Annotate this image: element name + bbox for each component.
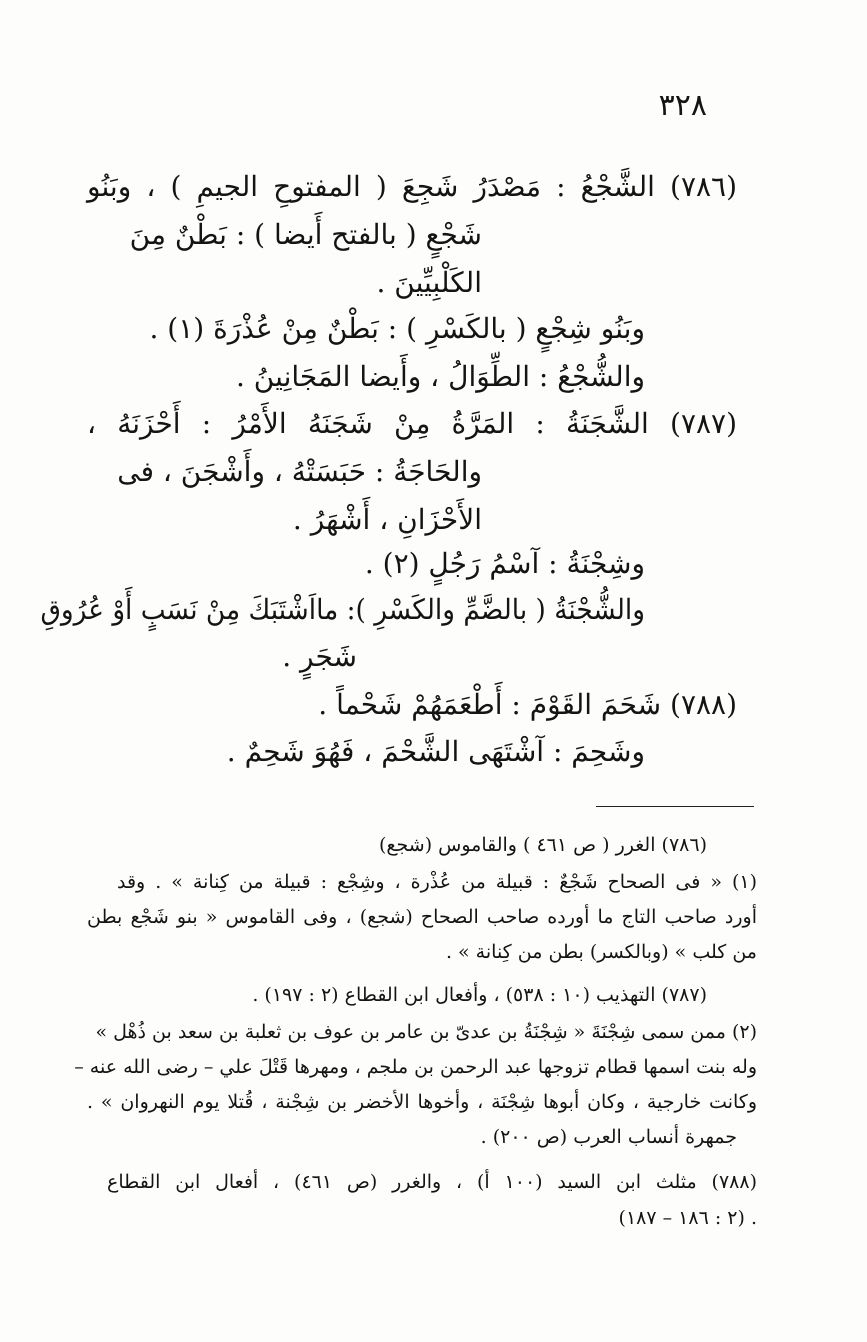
entry-line: وبَنُو شِجْعٍ ( بالكَسْرِ ) : بَطْنٌ مِنْ عُذْرَةَ (١) .	[149, 312, 645, 345]
page-number: ٣٢٨	[658, 88, 707, 123]
entry-line: والشُّجْنَةُ ( بالضَّمِّ والكَسْرِ ): مااَشْتَبَكَ مِنْ نَسَبٍ أَوْ عُرُوقِ	[40, 593, 645, 626]
footnote-line: من كلب » (وبالكسر) بطن من كِنانة » .	[445, 941, 757, 963]
entry-line: وشَحِمَ : آشْتَهَى الشَّحْمَ ، فَهُوَ شَحِمٌ .	[226, 735, 645, 768]
footnote-divider	[596, 806, 754, 807]
footnote-line: جمهرة أنساب العرب (ص ٢٠٠) .	[480, 1126, 737, 1148]
footnote-line: وله بنت اسمها قطام تزوجها عبد الرحمن بن ملجم ، ومهرها قَتْلَ علي – رضى الله عنه –	[74, 1056, 757, 1078]
entry-line: الكَلْبِيِّينَ .	[376, 266, 482, 299]
entry-line: (٧٨٨) شَحَمَ القَوْمَ : أَطْعَمَهُمْ شَحْماً .	[318, 688, 737, 721]
footnote-line: (٢ : ١٨٦ – ١٨٧) .	[618, 1207, 757, 1229]
entry-line: (٧٨٦) الشَّجْعُ : مَصْدَرُ شَجِعَ ( المفتوحِ الجيمِ ) ، وبَنُو	[87, 170, 737, 203]
footnote-line: وكانت خارجية ، وكان أبوها شِجْنَة ، وأخوها الأخضر بن شِجْنة ، قُتلا يوم النهروان » .	[87, 1091, 757, 1113]
entry-line: (٧٨٧) الشَّجَنَةُ : المَرَّةُ مِنْ شَجَنَهُ الأَمْرُ : أَحْزَنَهُ ،	[87, 407, 737, 440]
footnote-line: (٢) ممن سمى شِجْنَةَ « شِجْنَةُ بن عدىّ بن عامر بن عوف بن ثعلبة بن سعد بن ذُهْل »	[95, 1021, 757, 1043]
entry-line: والحَاجَةُ : حَبَسَتْهُ ، وأَشْجَنَ ، فى	[117, 455, 482, 488]
entry-line: شَجْعٍ ( بالفتح أَيضا ) : بَطْنٌ مِنَ	[129, 218, 482, 251]
footnote-line: (٧٨٨) مثلث ابن السيد (١٠٠ أ) ، والغرر (ص ٤٦١) ، أفعال ابن القطاع	[107, 1171, 757, 1193]
footnote-line: (٧٨٦) الغرر ( ص ٤٦١ ) والقاموس (شجع)	[378, 834, 707, 856]
entry-line: والشُّجْعُ : الطِّوَالُ ، وأَيضا المَجَانِينُ .	[236, 360, 645, 393]
footnote-line: (٧٨٧) التهذيب (١٠ : ٥٣٨) ، وأفعال ابن القطاع (٢ : ١٩٧) .	[252, 984, 707, 1006]
footnote-line: (١) « فى الصحاح شَجْعٌ : قبيلة من عُذْرة ، وشِجْع : قبيلة من كِنانة » . وقد	[117, 871, 757, 893]
footnote-line: أورد صاحب التاج ما أورده صاحب الصحاح (شجع) ، وفى القاموس « بنو شَجْع بطن	[87, 906, 757, 928]
entry-line: الأَحْزَانِ ، أَشْهَرُ .	[292, 503, 482, 536]
entry-line: شَجَرٍ .	[282, 640, 357, 673]
entry-line: وشِجْنَةُ : آسْمُ رَجُلٍ (٢) .	[364, 547, 645, 580]
